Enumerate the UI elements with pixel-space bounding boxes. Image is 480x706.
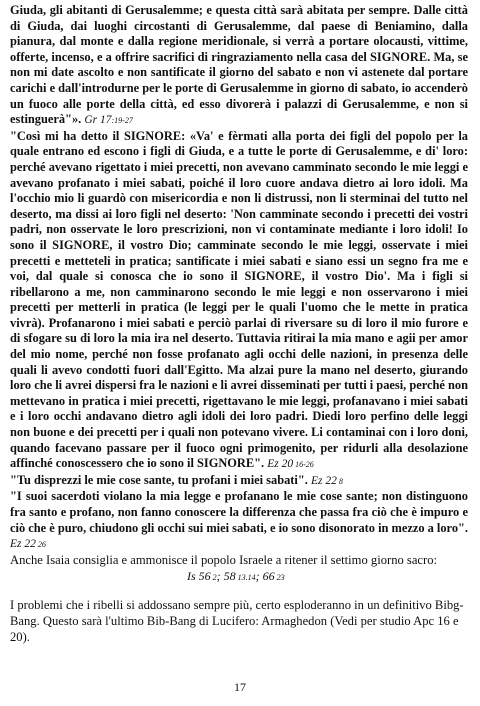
paragraph-text: "Tu disprezzi le mie cose sante, tu profani i miei sabati".: [10, 472, 308, 487]
paragraph-text: "I suoi sacerdoti violano la mia legge e profanano le mie cose sante; non distinguono fra santo e profano, non fanno conoscere la differenza che passa fra ciò che è impuro e ciò che è puro, chiudono gli occhi sui miei sabati, e io sono disonorato in mezzo a loro".: [10, 489, 468, 535]
isaia-references: Is 56 2; 58 13.14; 66 23: [187, 568, 285, 583]
scripture-reference: Ez 22 26: [10, 538, 46, 551]
paragraph-isaia-intro: Anche Isaia consiglia e ammonisce il popolo Israele a ritener il settimo giorno sacro:: [10, 552, 438, 567]
scripture-reference: Ez 20 16-26: [267, 458, 314, 471]
scripture-reference: Gr 17:19-27: [84, 114, 133, 127]
paragraph-jeremiah-17: [10, 3, 468, 129]
paragraph-text: Giuda, gli abitanti di Gerusalemme; e questa città sarà abitata per sempre. Dalle città di Giuda, dai luoghi circostanti di Gerusalemme, dal paese di Beniamino, dalla pianura, dal monte e dalla regione meridionale, si verrà a portare olocausti, vittime, offerte, incenso, e a offrire sacrifici di ringraziamento nella casa del SIGNORE. Ma, se non mi date ascolto e non santificate il giorno del sabato e non vi astenete dal portare carichi e dall'introdurne per le porte di Gerusalemme in giorno di sabato, io accenderò un fuoco alle porte della città, ed esso divorerà i palazzi di Gerusalemme, e non si estinguerà"».: [10, 3, 468, 127]
document-page: [10, 3, 468, 645]
page-number: 17: [234, 680, 246, 694]
scripture-reference: Ez 22 8: [310, 474, 343, 487]
paragraph-ezekiel-20: [10, 129, 468, 473]
spacer: [10, 585, 468, 597]
paragraph-ezekiel-22-8: [10, 473, 468, 490]
paragraph-ezekiel-22-26: [10, 489, 468, 552]
paragraph-text: "Così mi ha detto il SIGNORE: «Va' e fèrmati alla porta dei figli del popolo per la quale entrano ed escono i figli di Giuda, e a tutte le porte di Gerusalemme, e di' loro: perché avevano rigettato i miei precetti, non avevano camminato secondo le mie leggi e avevano profanato i miei sabati, poiché il loro cuore andava dietro ai loro idoli. Ma l'occhio mio li guardò con misericordia e non li distrussi, non li sterminai del tutto nel deserto, ma dissi ai loro figli nel deserto: 'Non camminate secondo i precetti dei vostri padri, non osservate le loro prescrizioni, non vi contaminate mediante i loro idoli! Io sono il SIGNORE, il vostro Dio; camminate secondo le mie leggi, osservate i miei precetti e metteteli in pratica; santificate i miei sabati e siano essi un segno fra me e voi, dal quale si conosca che io sono il SIGNORE, il vostro Dio'. Ma i figli si ribellarono a me, non camminarono secondo le mie leggi e non osservarono i miei precetti per metterli in pratica (le leggi per le quali l'uomo che le mette in pratica vivrà). Profanarono i miei sabati e perciò parlai di riversare su di loro il mio furore e di sfogare su di loro la mia ira nel deserto. Tuttavia ritirai la mia mano e agii per amor del mio nome, perché non fosse profanato agli occhi delle nazioni, in presenza delle quali li avevo condotti fuori dall'Egitto. Ma alzai pure la mano nel deserto, giurando loro che li avrei dispersi fra le nazioni e li avrei disseminati per tutti i paesi, perché non mettevano in pratica i miei precetti, rigettavano le mie leggi, profanavano i miei sabati e i loro occhi andavano dietro agli idoli dei loro padri. Diedi loro perfino delle leggi non buone e dei precetti per i quali non potevano vivere. Li contaminai con i loro doni, quando facevano passare per il fuoco ogni primogenito, per ridurli alla desolazione affinché conoscessero che io sono il SIGNORE".: [10, 128, 468, 471]
paragraph-closing: I problemi che i ribelli si addossano sempre più, certo esploderanno in un definitivo Bibg-Bang. Questo sarà l'ultimo Bib-Bang di Lucifero: Armaghedon (Vedi per studio Apc 16 e 20).: [10, 598, 464, 645]
